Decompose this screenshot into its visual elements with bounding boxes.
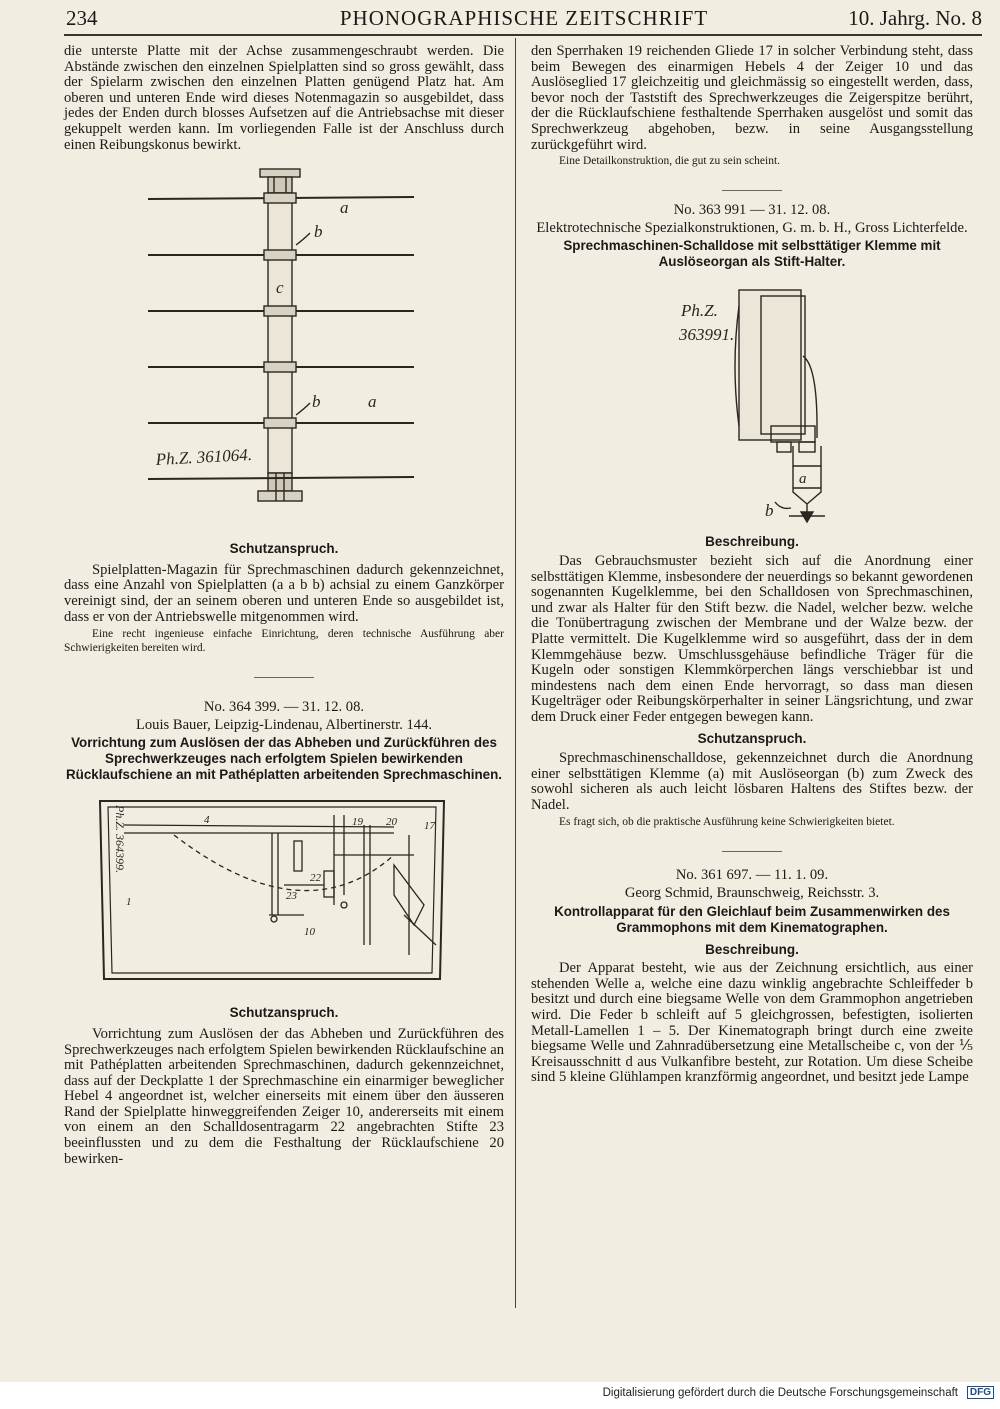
header-rule [64, 34, 982, 36]
digitization-footer [0, 1382, 1000, 1409]
section-separator-right [722, 190, 782, 191]
schutz1-note: Eine recht ingenieuse einfache Einrichtung, deren technische Ausführung aber Schwierigkeiten bereiten wird. [64, 628, 504, 655]
fig2-label-17: 17 [424, 820, 435, 833]
beschreibung2-heading: Beschreibung. [705, 941, 799, 957]
patent2-owner: Louis Bauer, Leipzig-Lindenau, Albertinerstr. 144. [135, 716, 433, 733]
fig3-stamp-line2: 363991. [679, 325, 735, 345]
figure-soundbox-clamp [531, 276, 973, 526]
intro-paragraph: die unterste Platte mit der Achse zusammengeschraubt werden. Die Abstände zwischen den einzelnen Spielplatten sind so gross gewählt, dass der Spielarm zwischen den einzelnen Platten genügend Platz hat. Am oberen und unteren Ende wird dieses Notenmagazin so ausgebildet, dass jedes der Enden durch blosses Aufsetzen auf die Antriebsachse mit dieser gekuppelt werden kann. Im vorliegenden Falle ist der Anschluss durch einen Reibungskonus bewirkt. [64, 43, 504, 153]
fig3-label-b: b [765, 501, 774, 521]
schutz1-text: Spielplatten-Magazin für Sprechmaschinen dadurch gekennzeichnet, dass eine Anzahl von Spielplatten (a a b b) achsial zu einem Ganzkörper vereinigt sind, der an seinem oberen und unteren Ende so ausgebildet ist, dass er von der Antriebswelle mitgenommen wird. [64, 561, 504, 625]
fig2-label-10: 10 [304, 926, 315, 939]
fig2-label-19: 19 [352, 816, 363, 829]
issue-info: 10. Jahrg. No. 8 [848, 6, 982, 30]
fig1-stamp: Ph.Z. 361064. [155, 445, 253, 470]
fig1-label-b-bottom: b [312, 392, 321, 412]
right-column [531, 44, 973, 1086]
fig2-label-23: 23 [286, 890, 297, 903]
fig1-label-b-top: b [314, 222, 323, 242]
patent2-number: No. 364 399. — 31. 12. 08. [203, 699, 365, 716]
patent4-title: Kontrollapparat für den Gleichlauf beim Zusammenwirken des Grammophons mit dem Kinematographen. [554, 903, 950, 935]
figure-release-device [64, 795, 504, 995]
schutz3-note: Es fragt sich, ob die praktische Ausführung keine Schwierigkeiten bietet. [559, 816, 895, 829]
page-number: 234 [66, 6, 98, 30]
beschreibung2-text: Der Apparat besteht, wie aus der Zeichnung ersichtlich, aus einer stehenden Welle a, welche eine dazu winklig angebrachte Schleiffeder b besitzt und durch eine biegsame Welle von dem Grammophon angetrieben wird. Die Feder b schleift auf 5 gleichgrossen, befestigten, isolierten Metall-Lamellen 1 – 5. Der Kinematograph bringt durch eine zweite biegsame Welle und Zahnradübersetzung eine Metallscheibe c, von der ⅕ Kreisausschnitt d aus Vulkanfibre besteht, zur Rotation. Um diese Scheibe sind 5 kleine Glühlampen kranzförmig angeordnet, und besitzt jede Lampe [531, 960, 973, 1086]
patent2-title: Vorrichtung zum Auslösen der das Abheben und Zurückführen des Sprechwerkzeuges nach erfolgtem Spielen bewirkenden Rücklaufschiene an mit Pathéplatten arbeitenden Sprechmaschinen. [65, 735, 503, 783]
fig1-label-a-top: a [340, 198, 349, 218]
fig3-stamp-line1: Ph.Z. [681, 301, 718, 321]
section-separator [254, 677, 314, 678]
schutz2-heading: Schutzanspruch. [229, 1005, 339, 1021]
fig2-stamp: Ph.Z. 364399. [113, 805, 127, 874]
footer-text: Digitalisierung gefördert durch die Deutsche Forschungsgemeinschaft [602, 1387, 958, 1399]
column-divider [515, 38, 516, 1308]
fig1-label-a-bottom: a [368, 392, 377, 412]
schutz3-text: Sprechmaschinenschalldose, gekennzeichnet durch die Anordnung einer selbsttätigen Klemme (a) mit Auslöseorgan (b) zum Zweck des sowohl sicheren als auch leicht lösbaren Haltens des Stiftes bezw. der Nadel. [531, 750, 973, 813]
beschreibung1-text: Das Gebrauchsmuster bezieht sich auf die Anordnung einer selbsttätigen Klemme, insbesondere der neuerdings so bekannt gewordenen sogenannten Kugelklemme, bei den Schalldosen von Sprechmaschinen, und zwar als Halter für den Stift bezw. die Nadel, welcher bezw. welche die Tonübertragung zwischen der Membrane und der Walze bezw. der Platte vermittelt. Die Kugelklemme wird so ausgeführt, dass der in dem Klemmgehäuse bezw. Umschlussgehäuse befindliche Träger für die Kugeln oder sonstigen Klemmkörperchen längs verschiebbar ist und mindestens nach dem einen Ende hervorragt, so dass man diesen Kugelträger oder Reibungskörperhalter in seiner Längsrichtung, und zwar dem Druck einer Feder entgegen bewegen kann. [531, 552, 973, 725]
dfg-logo: DFG [967, 1386, 994, 1399]
figure-record-magazine [64, 153, 504, 533]
page-header [66, 4, 982, 32]
fig2-label-1: 1 [126, 896, 132, 909]
beschreibung1-heading: Beschreibung. [705, 534, 799, 550]
fig1-label-c: c [276, 278, 284, 298]
continued-paragraph: den Sperrhaken 19 reichenden Gliede 17 in solcher Verbindung steht, dass beim Bewegen des einarmigen Hebels 4 der Zeiger 10 und das Auslöseglied 17 gleichzeitig und gleichmässig so eingestellt werden, dass, bevor noch der Taststift des Sprechwerkzeuges die Zeigerspitze berührt, der die Rücklaufschiene festhaltende Sperrhaken ausgelöst und somit das Sprechwerkzeug abgehoben, bezw. in seine Ausgangsstellung zurückgeführt wird. [531, 43, 973, 153]
patent3-owner: Elektrotechnische Spezialkonstruktionen, G. m. b. H., Gross Lichterfelde. [536, 219, 968, 236]
fig2-label-4: 4 [204, 814, 210, 827]
patent3-title: Sprechmaschinen-Schalldose mit selbsttätiger Klemme mit Auslöseorgan als Stift-Halter. [563, 238, 941, 270]
schutz1-heading: Schutzanspruch. [229, 541, 339, 557]
journal-title: PHONOGRAPHISCHE ZEITSCHRIFT [339, 6, 709, 30]
patent3-number: No. 363 991 — 31. 12. 08. [673, 202, 831, 219]
schutz3-heading: Schutzanspruch. [697, 731, 807, 747]
section-separator-right-2 [722, 851, 782, 852]
fig2-label-20: 20 [386, 816, 397, 829]
left-column [64, 44, 504, 1167]
schutz2-text: Vorrichtung zum Auslösen der das Abheben und Zurückführen des Sprechwerkzeuges nach erfolgtem Spielen bewirkenden Rücklaufschine an mit Pathéplatten arbeitenden Sprechmaschinen, dadurch gekennzeichnet, dass auf der Deckplatte 1 der Sprechmaschine ein einarmiger beweglicher Hebel 4 angeordnet ist, welcher einerseits mit einem über den äusseren Rand der Spielplatte hinweggreifenden Zeiger 10, andererseits mit einem von einem an den Schalldosentragarm 22 angebrachten Stifte 23 beeinflussten und zu dem die Festhaltung der Rücklaufschiene 20 bewirken- [64, 1025, 504, 1167]
patent4-owner: Georg Schmid, Braunschweig, Reichsstr. 3. [624, 885, 880, 902]
fig2-label-22: 22 [310, 872, 321, 885]
fig3-label-a: a [799, 471, 807, 488]
continued-note: Eine Detailkonstruktion, die gut zu sein scheint. [559, 155, 781, 168]
patent4-number: No. 361 697. — 11. 1. 09. [675, 867, 829, 884]
